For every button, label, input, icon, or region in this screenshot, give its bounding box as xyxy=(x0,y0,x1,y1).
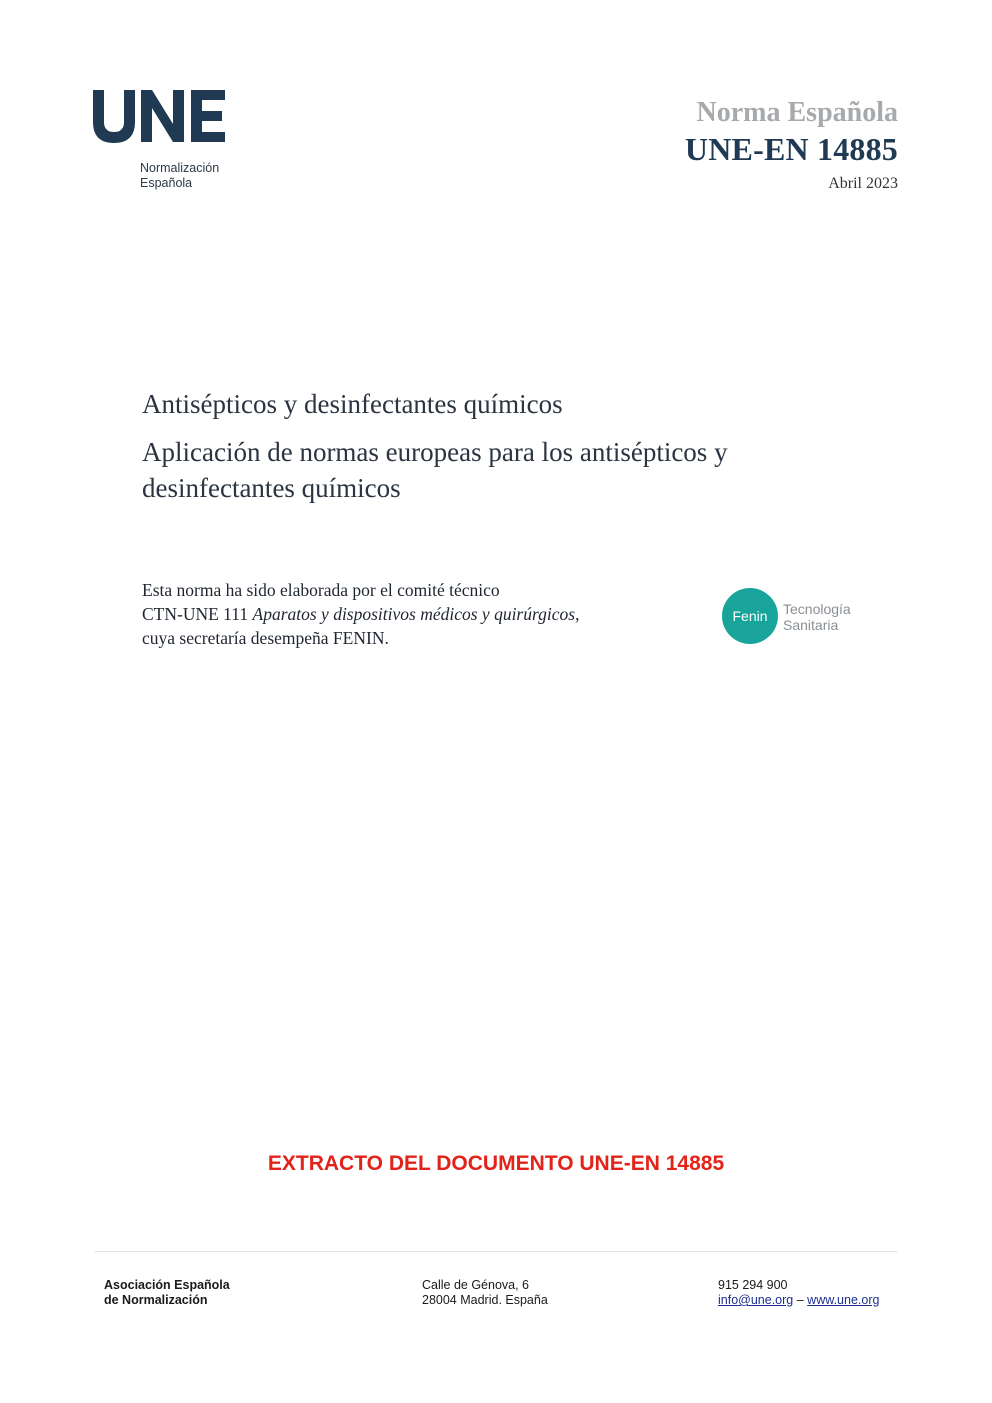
title-line1: Antisépticos y desinfectantes químicos xyxy=(142,389,563,419)
committee-line3: cuya secretaría desempeña FENIN. xyxy=(142,628,389,648)
committee-statement xyxy=(142,578,702,650)
norma-label: Norma Española xyxy=(696,97,898,128)
footer-divider xyxy=(94,1251,898,1252)
footer-phone: 915 294 900 xyxy=(718,1278,788,1292)
publication-date: Abril 2023 xyxy=(828,175,898,192)
une-logo xyxy=(92,88,232,198)
footer-address-line2: 28004 Madrid. España xyxy=(422,1293,548,1307)
title-line2: Aplicación de normas europeas para los antisépticos y desinfectantes químicos xyxy=(142,437,728,503)
committee-name: Aparatos y dispositivos médicos y quirúrgicos xyxy=(252,604,576,624)
committee-line2: CTN-UNE 111 Aparatos y dispositivos médicos y quirúrgicos, xyxy=(142,604,580,624)
footer-org-line2: de Normalización xyxy=(104,1293,208,1307)
footer-org-line1: Asociación Española xyxy=(104,1278,230,1292)
email-link[interactable]: info@une.org xyxy=(718,1293,794,1307)
footer-contact xyxy=(718,1278,879,1308)
une-wordmark-icon xyxy=(92,88,232,148)
fenin-tagline xyxy=(783,601,851,633)
document-title xyxy=(142,386,872,506)
footer-address-line1: Calle de Génova, 6 xyxy=(422,1278,530,1292)
fenin-tagline-line2: Sanitaria xyxy=(783,617,839,633)
fenin-tagline-line1: Tecnología xyxy=(783,601,851,617)
footer-organization xyxy=(104,1278,230,1308)
footer-address xyxy=(422,1278,548,1308)
logo-tagline-line1: Normalización xyxy=(140,161,220,175)
logo-tagline xyxy=(140,161,219,191)
extract-banner: EXTRACTO DEL DOCUMENTO UNE-EN 14885 xyxy=(267,1152,725,1175)
fenin-circle-icon: Fenin xyxy=(722,588,778,644)
committee-code: CTN-UNE 111 xyxy=(142,604,249,624)
website-link[interactable]: www.une.org xyxy=(807,1293,880,1307)
footer-links xyxy=(718,1293,879,1308)
standard-header xyxy=(685,96,898,193)
logo-tagline-line2: Española xyxy=(140,176,193,190)
committee-line1: Esta norma ha sido elaborada por el comité técnico xyxy=(142,580,500,600)
fenin-logo xyxy=(722,588,872,648)
link-separator: – xyxy=(796,1293,804,1307)
norma-code: UNE-EN 14885 xyxy=(684,131,898,167)
